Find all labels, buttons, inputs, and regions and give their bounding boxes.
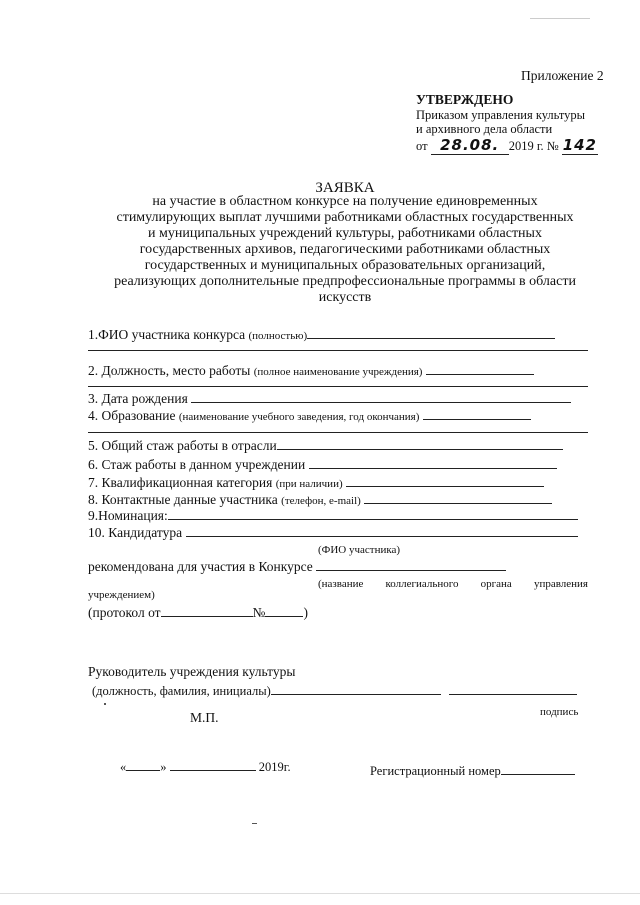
field-fio-input[interactable] [307,326,555,339]
scan-edge [0,893,640,894]
field-position-note: (полное наименование учреждения) [253,366,423,378]
field-total-experience-label: 5. Общий стаж работы в отрасли [88,438,277,453]
appendix-label: Приложение 2 [521,68,604,83]
title-line-1: на участие в областном конкурсе на получение единовременных [152,194,538,209]
field-local-experience [88,456,557,473]
field-education [88,407,531,424]
field-birthdate-label: 3. Дата рождения [88,391,188,406]
protocol-prefix: (протокол от [88,605,161,620]
field-total-experience-input[interactable] [277,437,563,450]
recommendation-note-part-3: органа [480,578,512,590]
field-candidate-input[interactable] [186,524,578,537]
recommendation-note-part-4: управления [533,578,588,590]
field-fio [88,326,555,343]
title-line-5: государственных и муниципальных образовательных организаций, [144,258,546,273]
field-fio-note: (полностью) [248,330,308,342]
year-part: 2019 г. № [508,139,559,153]
protocol-line [88,604,308,621]
title-line-3: и муниципальных учреждений культуры, работниками областных [148,226,542,241]
field-education-line-2[interactable] [88,432,588,433]
field-fio-label: 1.ФИО участника конкурса [88,327,246,342]
head-details-line [92,682,577,699]
field-education-label: 4. Образование [88,408,176,423]
field-local-experience-label: 6. Стаж работы в данном учреждении [88,457,306,472]
field-contacts [88,491,552,508]
registration-line [370,762,575,779]
protocol-date-input[interactable] [161,604,253,617]
registration-input[interactable] [501,762,575,775]
protocol-number-input[interactable] [265,604,303,617]
scan-speck [530,18,590,19]
date-prefix: от [416,139,428,153]
field-birthdate [88,390,571,407]
protocol-number-sign: № [252,605,266,620]
handwritten-date: 28.08. [431,136,509,155]
date-day-input[interactable] [126,758,160,771]
field-candidate-label: 10. Кандидатура [88,525,183,540]
order-line-1: Приказом управления культуры [416,108,586,122]
field-qualification-input[interactable] [346,474,544,487]
field-nomination-label: 9.Номинация: [88,508,168,523]
field-position [88,362,534,379]
field-qualification-label: 7. Квалификационная категория [88,475,273,490]
recommendation-note [318,578,588,590]
title-line-7: искусств [318,290,372,305]
signature-input[interactable] [449,682,577,695]
recommendation-input[interactable] [316,558,506,571]
protocol-close: ) [303,605,308,620]
field-education-input[interactable] [423,407,531,420]
stamp-label: М.П. [190,710,219,725]
field-candidate-note: (ФИО участника) [318,544,401,556]
approved-label: УТВЕРЖДЕНО [416,92,514,107]
field-qualification-note: (при наличии) [275,478,343,490]
field-education-note: (наименование учебного заведения, год окончания) [178,411,420,423]
date-close-quote: » [160,760,167,774]
handwritten-number: 142 [562,136,597,154]
title-line-6: реализующих дополнительные предпрофессиональные программы в области [114,274,576,289]
field-qualification [88,474,544,491]
recommendation-note-part-1: (название [318,578,364,590]
field-local-experience-input[interactable] [309,456,557,469]
signature-label: подпись [540,706,579,718]
date-month-input[interactable] [170,758,256,771]
scan-speck [104,703,106,705]
field-candidate [88,524,578,541]
date-line [120,758,291,775]
order-date-line [416,136,598,155]
date-year: 2019г. [258,760,291,774]
title-line-4: государственных архивов, педагогическими работниками областных [139,242,551,257]
head-of-institution: Руководитель учреждения культуры [88,664,296,679]
field-fio-line-2[interactable] [88,350,588,351]
field-contacts-note: (телефон, e-mail) [281,495,361,507]
field-contacts-input[interactable] [364,491,552,504]
field-position-label: 2. Должность, место работы [88,363,251,378]
date-open-quote: « [120,760,127,774]
document-title: ЗАЯВКА [315,180,375,196]
recommendation-label: рекомендована для участия в Конкурсе [88,559,313,574]
field-nomination [88,507,578,524]
recommendation-note-end: учреждением) [88,589,155,601]
field-contacts-label: 8. Контактные данные участника [88,492,278,507]
order-line-2: и архивного дела области [416,122,553,136]
registration-label: Регистрационный номер [370,764,501,778]
field-position-line-2[interactable] [88,386,588,387]
head-details-input[interactable] [271,682,441,695]
field-position-input[interactable] [426,362,534,375]
recommendation-note-part-2: коллегиального [385,578,459,590]
field-nomination-input[interactable] [168,507,578,520]
field-total-experience [88,437,563,454]
title-line-2: стимулирующих выплат лучшими работниками областных государственных [116,210,574,225]
recommendation-line [88,558,506,575]
field-birthdate-input[interactable] [191,390,571,403]
scan-speck [252,823,257,824]
head-details-note: (должность, фамилия, инициалы) [92,684,271,698]
